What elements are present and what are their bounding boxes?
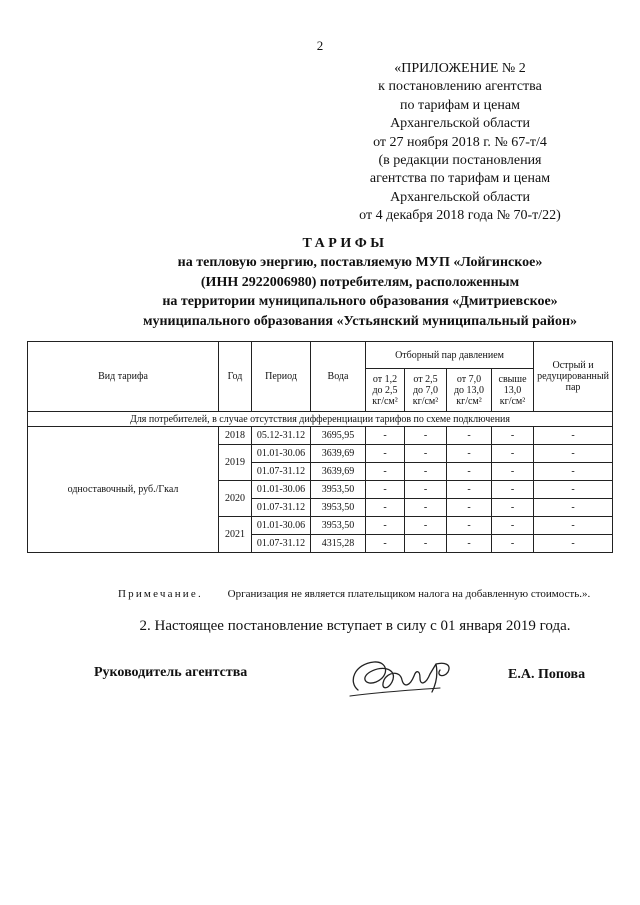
dash-cell: -: [534, 499, 613, 517]
dash-cell: -: [366, 517, 405, 535]
appendix-line: (в редакции постановления: [378, 153, 542, 169]
dash-cell: -: [405, 463, 447, 481]
dash-cell: -: [492, 463, 534, 481]
water-value: 3953,50: [311, 499, 366, 517]
year-cell: 2018: [219, 427, 252, 445]
header-period: Период: [252, 342, 311, 412]
period-cell: 01.07-31.12: [252, 535, 311, 553]
dash-cell: -: [534, 463, 613, 481]
header-year: Год: [219, 342, 252, 412]
appendix-line: Архангельской области: [390, 189, 530, 205]
dash-cell: -: [366, 481, 405, 499]
dash-cell: -: [492, 535, 534, 553]
dash-cell: -: [534, 427, 613, 445]
period-cell: 01.01-30.06: [252, 481, 311, 499]
water-value: 3639,69: [311, 463, 366, 481]
dash-cell: -: [492, 445, 534, 463]
header-water: Вода: [311, 342, 366, 412]
period-cell: 01.07-31.12: [252, 463, 311, 481]
header-tariff-type: Вид тарифа: [28, 342, 219, 412]
tariff-table: [27, 341, 613, 553]
appendix-header: [330, 60, 590, 226]
appendix-line: агентства по тарифам и ценам: [369, 171, 551, 187]
dash-cell: -: [366, 445, 405, 463]
document-subtitle: [80, 253, 640, 331]
dash-cell: -: [492, 517, 534, 535]
period-cell: 01.01-30.06: [252, 445, 311, 463]
header-pressure-1: от 1,2 до 2,5 кг/см²: [366, 369, 405, 412]
year-cell: 2019: [219, 445, 252, 481]
appendix-line: к постановлению агентства: [378, 79, 542, 95]
water-value: 3695,95: [311, 427, 366, 445]
dash-cell: -: [405, 535, 447, 553]
period-cell: 01.01-30.06: [252, 517, 311, 535]
dash-cell: -: [492, 427, 534, 445]
header-selected-steam: Отборный пар давлением: [366, 342, 534, 369]
dash-cell: -: [366, 427, 405, 445]
subtitle-line: муниципального образования «Устьянский муниципальный район»: [142, 313, 578, 329]
appendix-line: от 27 ноября 2018 г. № 67-т/4: [373, 134, 547, 150]
water-value: 4315,28: [311, 535, 366, 553]
appendix-line: от 4 декабря 2018 года № 70-т/22): [359, 208, 561, 224]
subtitle-line: на территории муниципального образования «Дмитриевское»: [162, 294, 558, 309]
dash-cell: -: [447, 463, 492, 481]
signer-title: Руководитель агентства: [94, 665, 248, 680]
dash-cell: -: [492, 481, 534, 499]
dash-cell: -: [405, 445, 447, 463]
signer-name: Е.А. Попова: [508, 667, 586, 682]
dash-cell: -: [366, 499, 405, 517]
dash-cell: -: [447, 517, 492, 535]
year-cell: 2020: [219, 481, 252, 517]
dash-cell: -: [447, 499, 492, 517]
dash-cell: -: [405, 481, 447, 499]
note-label: Примечание.: [118, 588, 203, 600]
dash-cell: -: [405, 517, 447, 535]
header-sharp-steam: Острый и редуцированный пар: [534, 342, 613, 412]
appendix-line: «ПРИЛОЖЕНИЕ № 2: [394, 61, 526, 76]
effective-date-clause: 2. Настоящее постановление вступает в силу с 01 января 2019 года.: [139, 618, 571, 634]
dash-cell: -: [447, 445, 492, 463]
header-pressure-2: от 2,5 до 7,0 кг/см²: [405, 369, 447, 412]
dash-cell: -: [405, 499, 447, 517]
year-cell: 2021: [219, 517, 252, 553]
page-number: 2: [316, 38, 324, 53]
note-text: Организация не является плательщиком налога на добавленную стоимость.».: [227, 588, 591, 600]
appendix-line: Архангельской области: [390, 116, 530, 132]
dash-cell: -: [534, 481, 613, 499]
dash-cell: -: [492, 499, 534, 517]
header-pressure-3: от 7,0 до 13,0 кг/см²: [447, 369, 492, 412]
document-title: ТАРИФЫ: [302, 236, 388, 251]
dash-cell: -: [447, 481, 492, 499]
period-cell: 01.07-31.12: [252, 499, 311, 517]
dash-cell: -: [534, 445, 613, 463]
period-cell: 05.12-31.12: [252, 427, 311, 445]
dash-cell: -: [405, 427, 447, 445]
signature-image: [340, 652, 470, 702]
water-value: 3953,50: [311, 481, 366, 499]
dash-cell: -: [447, 427, 492, 445]
subtitle-line: (ИНН 2922006980) потребителям, расположенным: [200, 274, 520, 290]
note: [118, 588, 590, 600]
table-row: [28, 427, 613, 445]
water-value: 3953,50: [311, 517, 366, 535]
consumer-band-row: Для потребителей, в случае отсутствия дифференциации тарифов по схеме подключения: [28, 412, 613, 427]
dash-cell: -: [447, 535, 492, 553]
dash-cell: -: [366, 463, 405, 481]
dash-cell: -: [534, 535, 613, 553]
subtitle-line: на тепловую энергию, поставляемую МУП «Лойгинское»: [177, 255, 543, 270]
header-pressure-4: свыше 13,0 кг/см²: [492, 369, 534, 412]
tariff-label: одноставочный, руб./Гкал: [28, 427, 219, 553]
appendix-line: по тарифам и ценам: [400, 97, 520, 113]
dash-cell: -: [366, 535, 405, 553]
water-value: 3639,69: [311, 445, 366, 463]
dash-cell: -: [534, 517, 613, 535]
